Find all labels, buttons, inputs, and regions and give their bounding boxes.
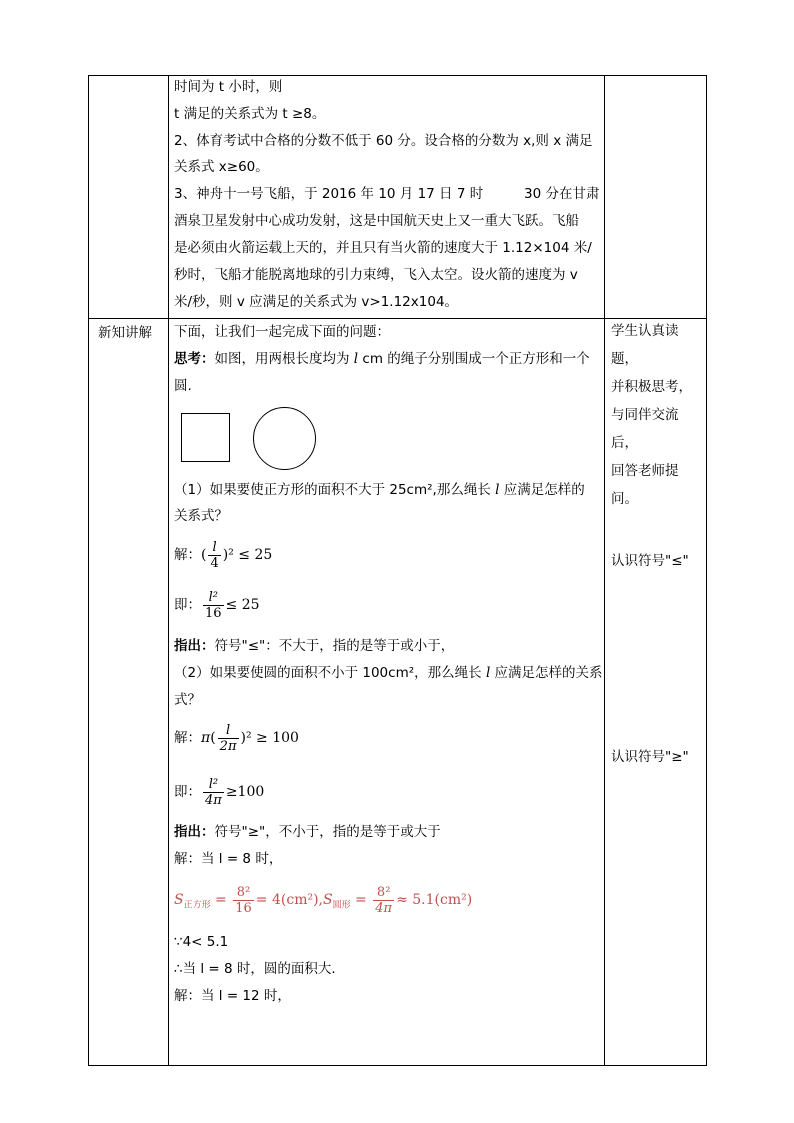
upper-line-9: 米/秒，则 v 应满足的关系式为 v>1.12x104。 (174, 294, 459, 310)
fraction-numerator: l (212, 539, 217, 555)
upper-line-5a: 3、神舟十一号飞船，于 2016 年 10 月 17 日 7 时 (174, 186, 484, 202)
fraction-l2-over-16 (203, 590, 224, 621)
area-eq-1: = 4(cm²), (255, 892, 323, 908)
q1-text-b: 应满足怎样的 (499, 482, 585, 498)
fraction-denominator: 16 (205, 605, 222, 621)
result-1-label: 即： (174, 597, 201, 613)
fraction-numerator: l² (208, 776, 219, 792)
section-label: 新知讲解 (98, 325, 152, 341)
fraction-numerator: 8² (236, 884, 251, 900)
upper-line-1: 时间为 t 小时，则 (174, 79, 283, 95)
fraction-l-over-4 (208, 540, 220, 571)
fraction-l2-over-4pi (203, 777, 224, 808)
fraction-denominator: 2π (219, 738, 237, 754)
upper-line-6: 酒泉卫星发射中心成功发射，这是中国航天史上又一重大飞跃。飞船 (174, 213, 579, 229)
upper-line-5b: 30 分在甘肃 (524, 186, 600, 202)
q1-variable-l: l (495, 482, 500, 498)
think-paragraph (174, 346, 590, 372)
because-line: ∵4< 5.1 (174, 934, 229, 950)
q1-text-a: （1）如果要使正方形的面积不大于 25cm²,那么绳长 (174, 482, 496, 498)
q2-text-a: （2）如果要使圆的面积不小于 100cm²，那么绳长 (174, 665, 486, 681)
table-divider-1 (168, 75, 169, 1066)
solution-1-tail: ² ≤ 25 (228, 547, 273, 563)
think-label: 思考： (174, 351, 215, 367)
fraction-numerator: 8² (376, 884, 391, 900)
symbol-le-note: 认识符号"≤" (611, 553, 689, 569)
fraction-denominator: 4 (210, 555, 219, 571)
fraction-l-over-2pi (218, 723, 239, 754)
solution-2-label: 解： (174, 730, 201, 746)
solution-2-tail: ² ≥ 100 (245, 730, 299, 746)
s-circle-subscript: 圆形 (332, 900, 351, 911)
when-l-8: 解：当 l = 8 时， (174, 851, 283, 867)
result-2-label: 即： (174, 784, 201, 800)
table-border-bottom (88, 1065, 707, 1066)
symbol-ge-note: 认识符号"≥" (611, 749, 689, 765)
student-activity-note (611, 317, 705, 513)
area-eq-2: ≈ 5.1(cm²) (396, 892, 473, 908)
upper-line-8: 秒时，飞船才能脱离地球的引力束缚，飞入太空。设火箭的速度为 v (174, 267, 578, 283)
s-symbol-square: S (174, 892, 184, 908)
solution-1: 解：( $\frac{l}{4}$ )² ≤ 25 (174, 539, 273, 571)
fraction-8sq-over-16 (233, 885, 254, 916)
upper-line-4: 关系式 x≥60。 (174, 159, 269, 175)
point-2-label: 指出： (174, 824, 215, 840)
s-square-subscript: 正方形 (183, 900, 211, 911)
area-formula: $S_{正方形}$ = $\frac{\text{8²}}{16}$ = $4(cm^2),S_{圆形}$ = $\frac{\text{8²}}{4\pi}$ ≈ 5.1(cm²) (174, 884, 473, 916)
fraction-numerator: l² (208, 589, 218, 605)
q2-text-b: 应满足怎样的关系 (490, 665, 603, 681)
when-l-12: 解：当 l = 12 时， (174, 988, 291, 1004)
result-1 (174, 588, 260, 622)
result-1-tail: ≤ 25 (225, 597, 260, 613)
table-border-right (706, 75, 707, 1066)
question-1-line-2: 关系式？ (174, 508, 228, 524)
q2-variable-l: l (485, 665, 491, 681)
fraction-8sq-over-4pi (373, 885, 394, 916)
upper-line-3: 2、体育考试中合格的分数不低于 60 分。设合格的分数为 x,则 x 满足 (174, 133, 593, 149)
result-2-tail: ≥100 (225, 784, 265, 800)
square-figure (181, 413, 230, 462)
question-1-line-1 (174, 477, 585, 503)
therefore-line: ∴当 l = 8 时，圆的面积大. (174, 961, 336, 977)
think-variable-l: l (353, 351, 359, 367)
circle-figure (253, 407, 316, 470)
fraction-denominator: 16 (235, 900, 252, 916)
table-divider-2 (604, 75, 605, 1066)
think-text-c: 圆. (174, 378, 192, 394)
think-text-b: cm 的绳子分别围成一个正方形和一个 (358, 351, 590, 367)
solution-2: 解：π( $\frac{l}{2\pi}$ )² ≥ 100 (174, 722, 299, 754)
right-line-3: 与同伴交流后， (611, 407, 679, 451)
think-text-a: 如图，用两根长度均为 (214, 351, 354, 367)
right-line-1: 学生认真读题， (611, 323, 679, 367)
point-2 (174, 819, 441, 845)
solution-1-label: 解： (174, 547, 201, 563)
right-line-4: 回答老师提问。 (611, 463, 679, 507)
pi-symbol: π (201, 730, 211, 746)
fraction-numerator: l (226, 722, 231, 738)
question-2-line-2: 式？ (174, 692, 201, 708)
result-2 (174, 775, 264, 809)
s-symbol-circle: S (323, 892, 333, 908)
point-1-label: 指出： (174, 638, 215, 654)
right-line-2: 并积极思考， (611, 379, 692, 395)
upper-line-7: 是必须由火箭运载上天的，并且只有当火箭的速度大于 1.12×104 米/ (174, 240, 592, 256)
table-border-left (88, 75, 89, 1066)
point-1 (174, 633, 454, 659)
fraction-denominator: 4π (375, 900, 393, 916)
point-1-text: 符号"≤"：不大于，指的是等于或小于， (214, 638, 455, 654)
point-2-text: 符号"≥"，不小于，指的是等于或大于 (214, 824, 441, 840)
intro-text: 下面，让我们一起完成下面的问题： (174, 324, 390, 340)
upper-line-2: t 满足的关系式为 t ≥8。 (174, 106, 326, 122)
fraction-denominator: 4π (205, 792, 222, 808)
question-2-line-1 (174, 660, 603, 686)
